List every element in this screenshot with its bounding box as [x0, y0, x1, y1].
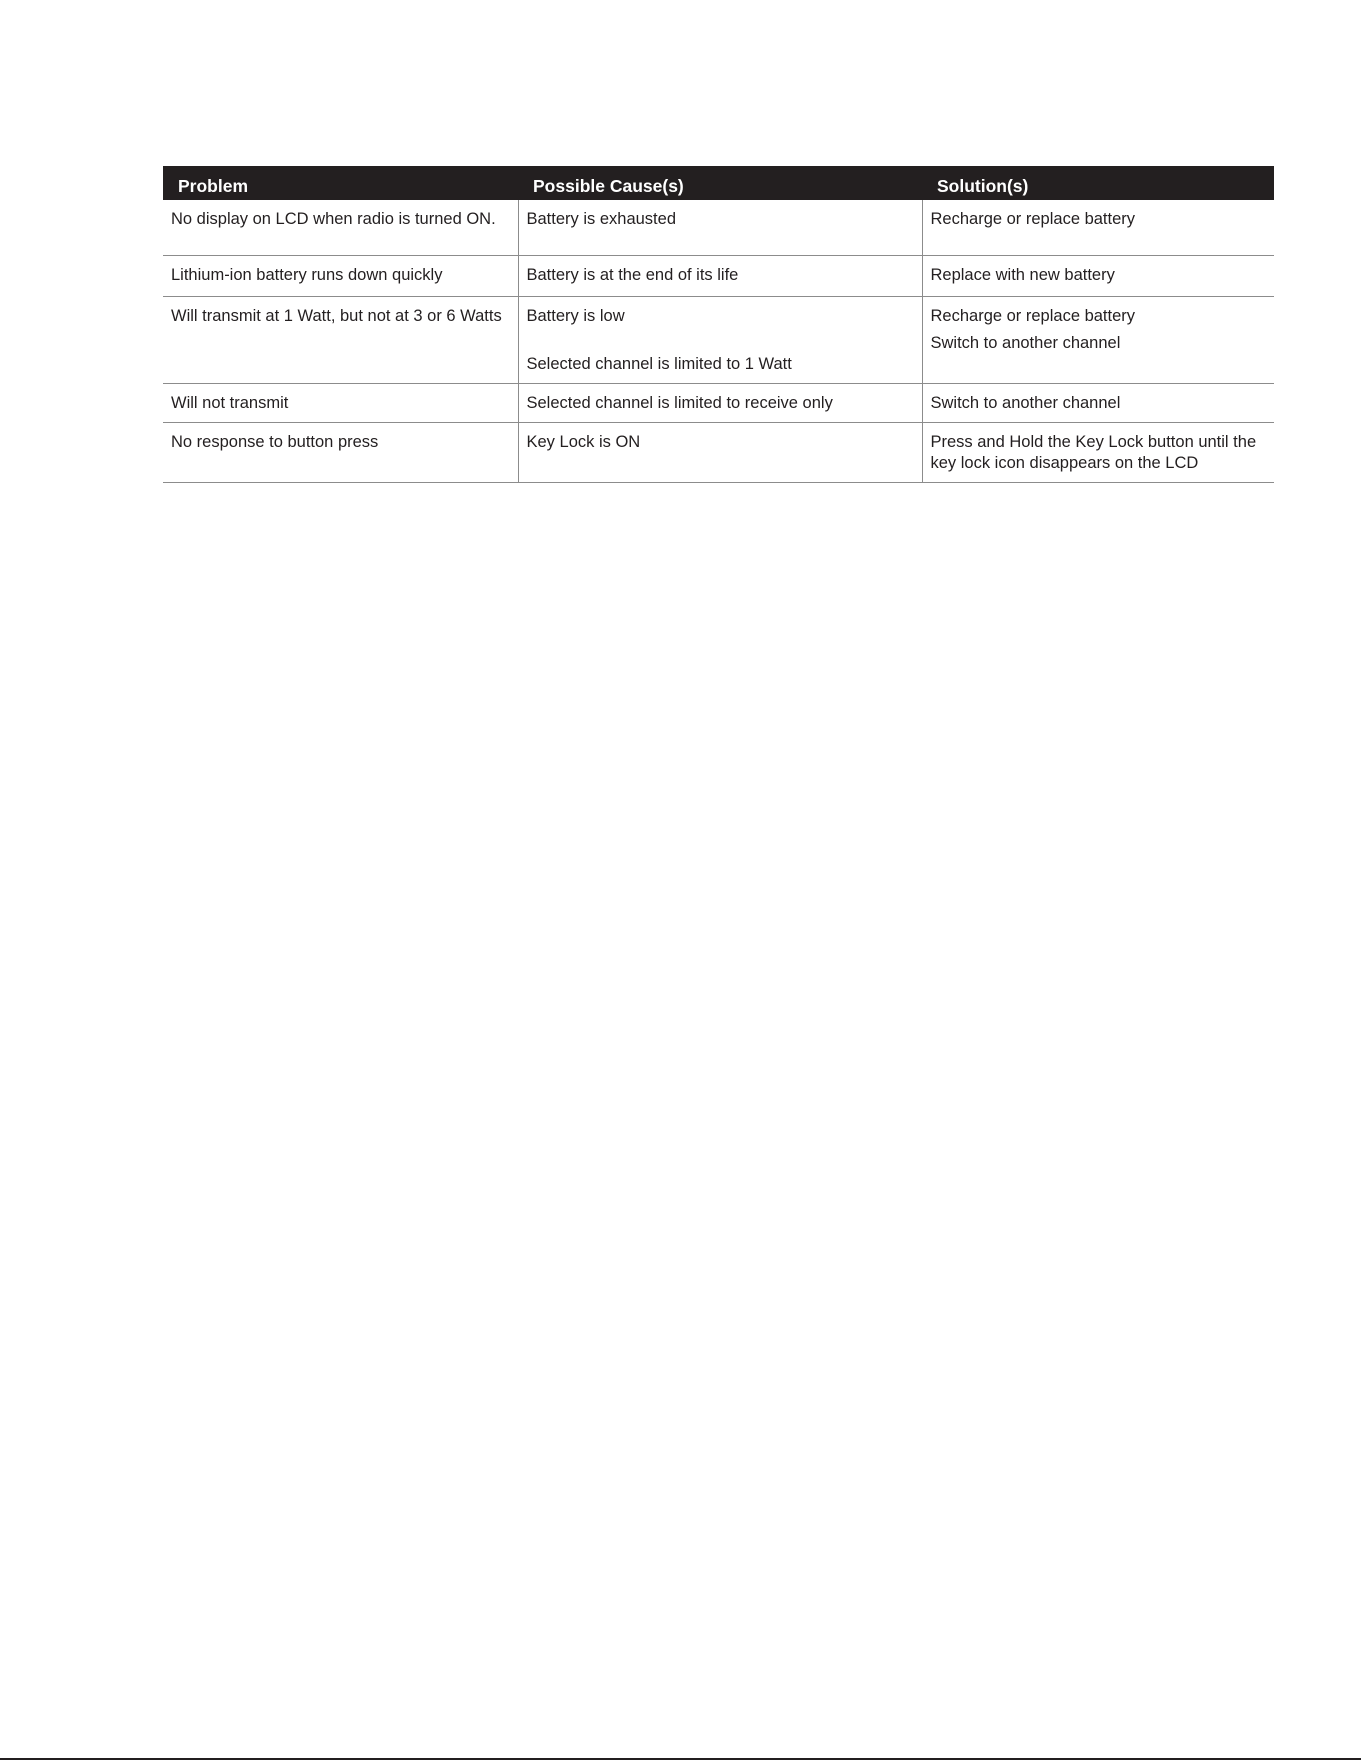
problem-cell: Will not transmit	[163, 383, 518, 422]
table-body	[163, 200, 1274, 482]
header-problem: Problem	[163, 166, 518, 200]
page-bottom-rule	[0, 1758, 1361, 1760]
cause-text: Key Lock is ON	[526, 432, 641, 451]
solution-cell	[922, 383, 1274, 422]
table-row	[163, 383, 1274, 422]
solution-text: Replace with new battery	[930, 265, 1115, 284]
table-row	[163, 255, 1274, 296]
cause-cell	[518, 255, 922, 296]
problem-cell: No response to button press	[163, 422, 518, 482]
solution-text: Press and Hold the Key Lock button until the key lock icon disappears on the LCD	[930, 432, 1257, 472]
solution-text: Switch to another channel	[930, 333, 1121, 352]
cause-cell	[518, 422, 922, 482]
solution-cell	[922, 296, 1274, 383]
problem-cell: No display on LCD when radio is turned ON.	[163, 200, 518, 255]
cause-cell	[518, 296, 922, 383]
table-row	[163, 296, 1274, 383]
cause-cell	[518, 200, 922, 255]
cause-text: Selected channel is limited to 1 Watt	[526, 354, 792, 373]
solution-text: Recharge or replace battery	[930, 210, 1136, 228]
header-solutions: Solution(s)	[922, 166, 1274, 200]
header-possible-causes: Possible Cause(s)	[518, 166, 922, 200]
header-row	[163, 166, 1274, 200]
problem-cell: Lithium-ion battery runs down quickly	[163, 255, 518, 296]
solution-cell	[922, 255, 1274, 296]
cause-text: Battery is low	[526, 306, 625, 325]
table-header	[163, 166, 1274, 200]
table-row	[163, 422, 1274, 482]
cause-text: Selected channel is limited to receive only	[526, 393, 833, 412]
solution-cell	[922, 200, 1274, 255]
problem-cell: Will transmit at 1 Watt, but not at 3 or 6 Watts	[163, 296, 518, 383]
troubleshooting-table	[163, 166, 1274, 483]
solution-text: Switch to another channel	[930, 393, 1121, 412]
solution-text: Recharge or replace battery	[930, 306, 1136, 325]
solution-cell	[922, 422, 1274, 482]
cause-cell	[518, 383, 922, 422]
cause-text: Battery is at the end of its life	[526, 265, 739, 284]
table-row	[163, 200, 1274, 255]
cause-text: Battery is exhausted	[526, 210, 676, 228]
